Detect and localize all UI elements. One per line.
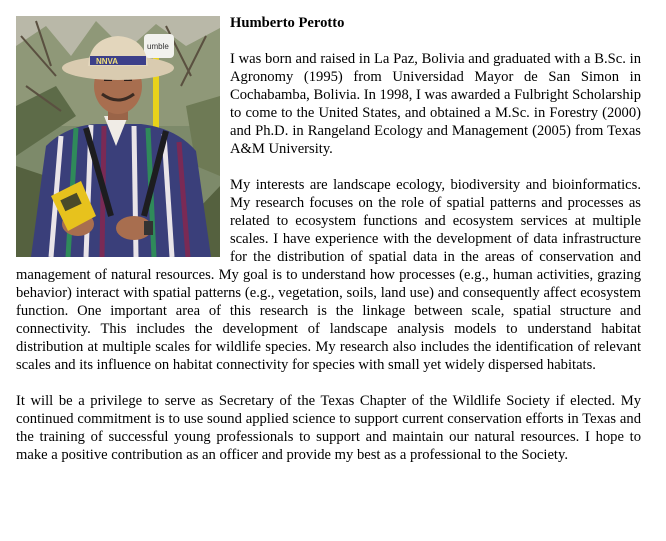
gps-label: umble	[147, 42, 169, 51]
candidate-name: Humberto Perotto	[230, 15, 345, 31]
bio-paragraph-research: My interests are landscape ecology, biodiversity and bioinformatics. My research focuses on the role of spatial patterns and processes as related to ecosystem functions and ecosystem services at multiple scales. I have experience with the development of data infrastructure for the distribution of spatial data in the areas of conservation and management of natural resources. My goal is to understand how processes (e.g., human activities, grazing behavior) interact with spatial patterns (e.g., vegetation, soils, land use) and consequently affect ecosystem function. One important area of this research is the linkage between scale, spatial structure and connectivity. This includes the development of landscape analysis models to understand habitat distribution at multiple scales for wildlife species. My research also includes the identification of relevant scales and its influence on habitat connectivity for species with small yet widely dispersed habitats.	[16, 177, 641, 373]
bio-paragraph-commitment: It will be a privilege to serve as Secretary of the Texas Chapter of the Wildlife Society if elected. My continued commitment is to use sound applied science to support current conservation efforts in Texas and the training of successful young professionals to support and maintain our natural resources. I hope to make a positive contribution as an officer and provide my best as a professional to the Society.	[16, 393, 641, 463]
person-portrait-photo-icon	[16, 16, 220, 257]
bio-paragraph-background: I was born and raised in La Paz, Bolivia and graduated with a B.Sc. in Agronomy (1995) from Universidad Mayor de San Simon in Cochabamba, Bolivia. In 1998, I was awarded a Fulbright Scholarship to come to the United States, and obtained a M.Sc. in Forestry (2000) and Ph.D. in Rangeland Ecology and Management (2005) from Texas A&M University.	[230, 51, 641, 157]
candidate-statement	[16, 14, 641, 464]
portrait-photo	[16, 16, 220, 257]
hat-text: NNVA	[96, 57, 119, 66]
